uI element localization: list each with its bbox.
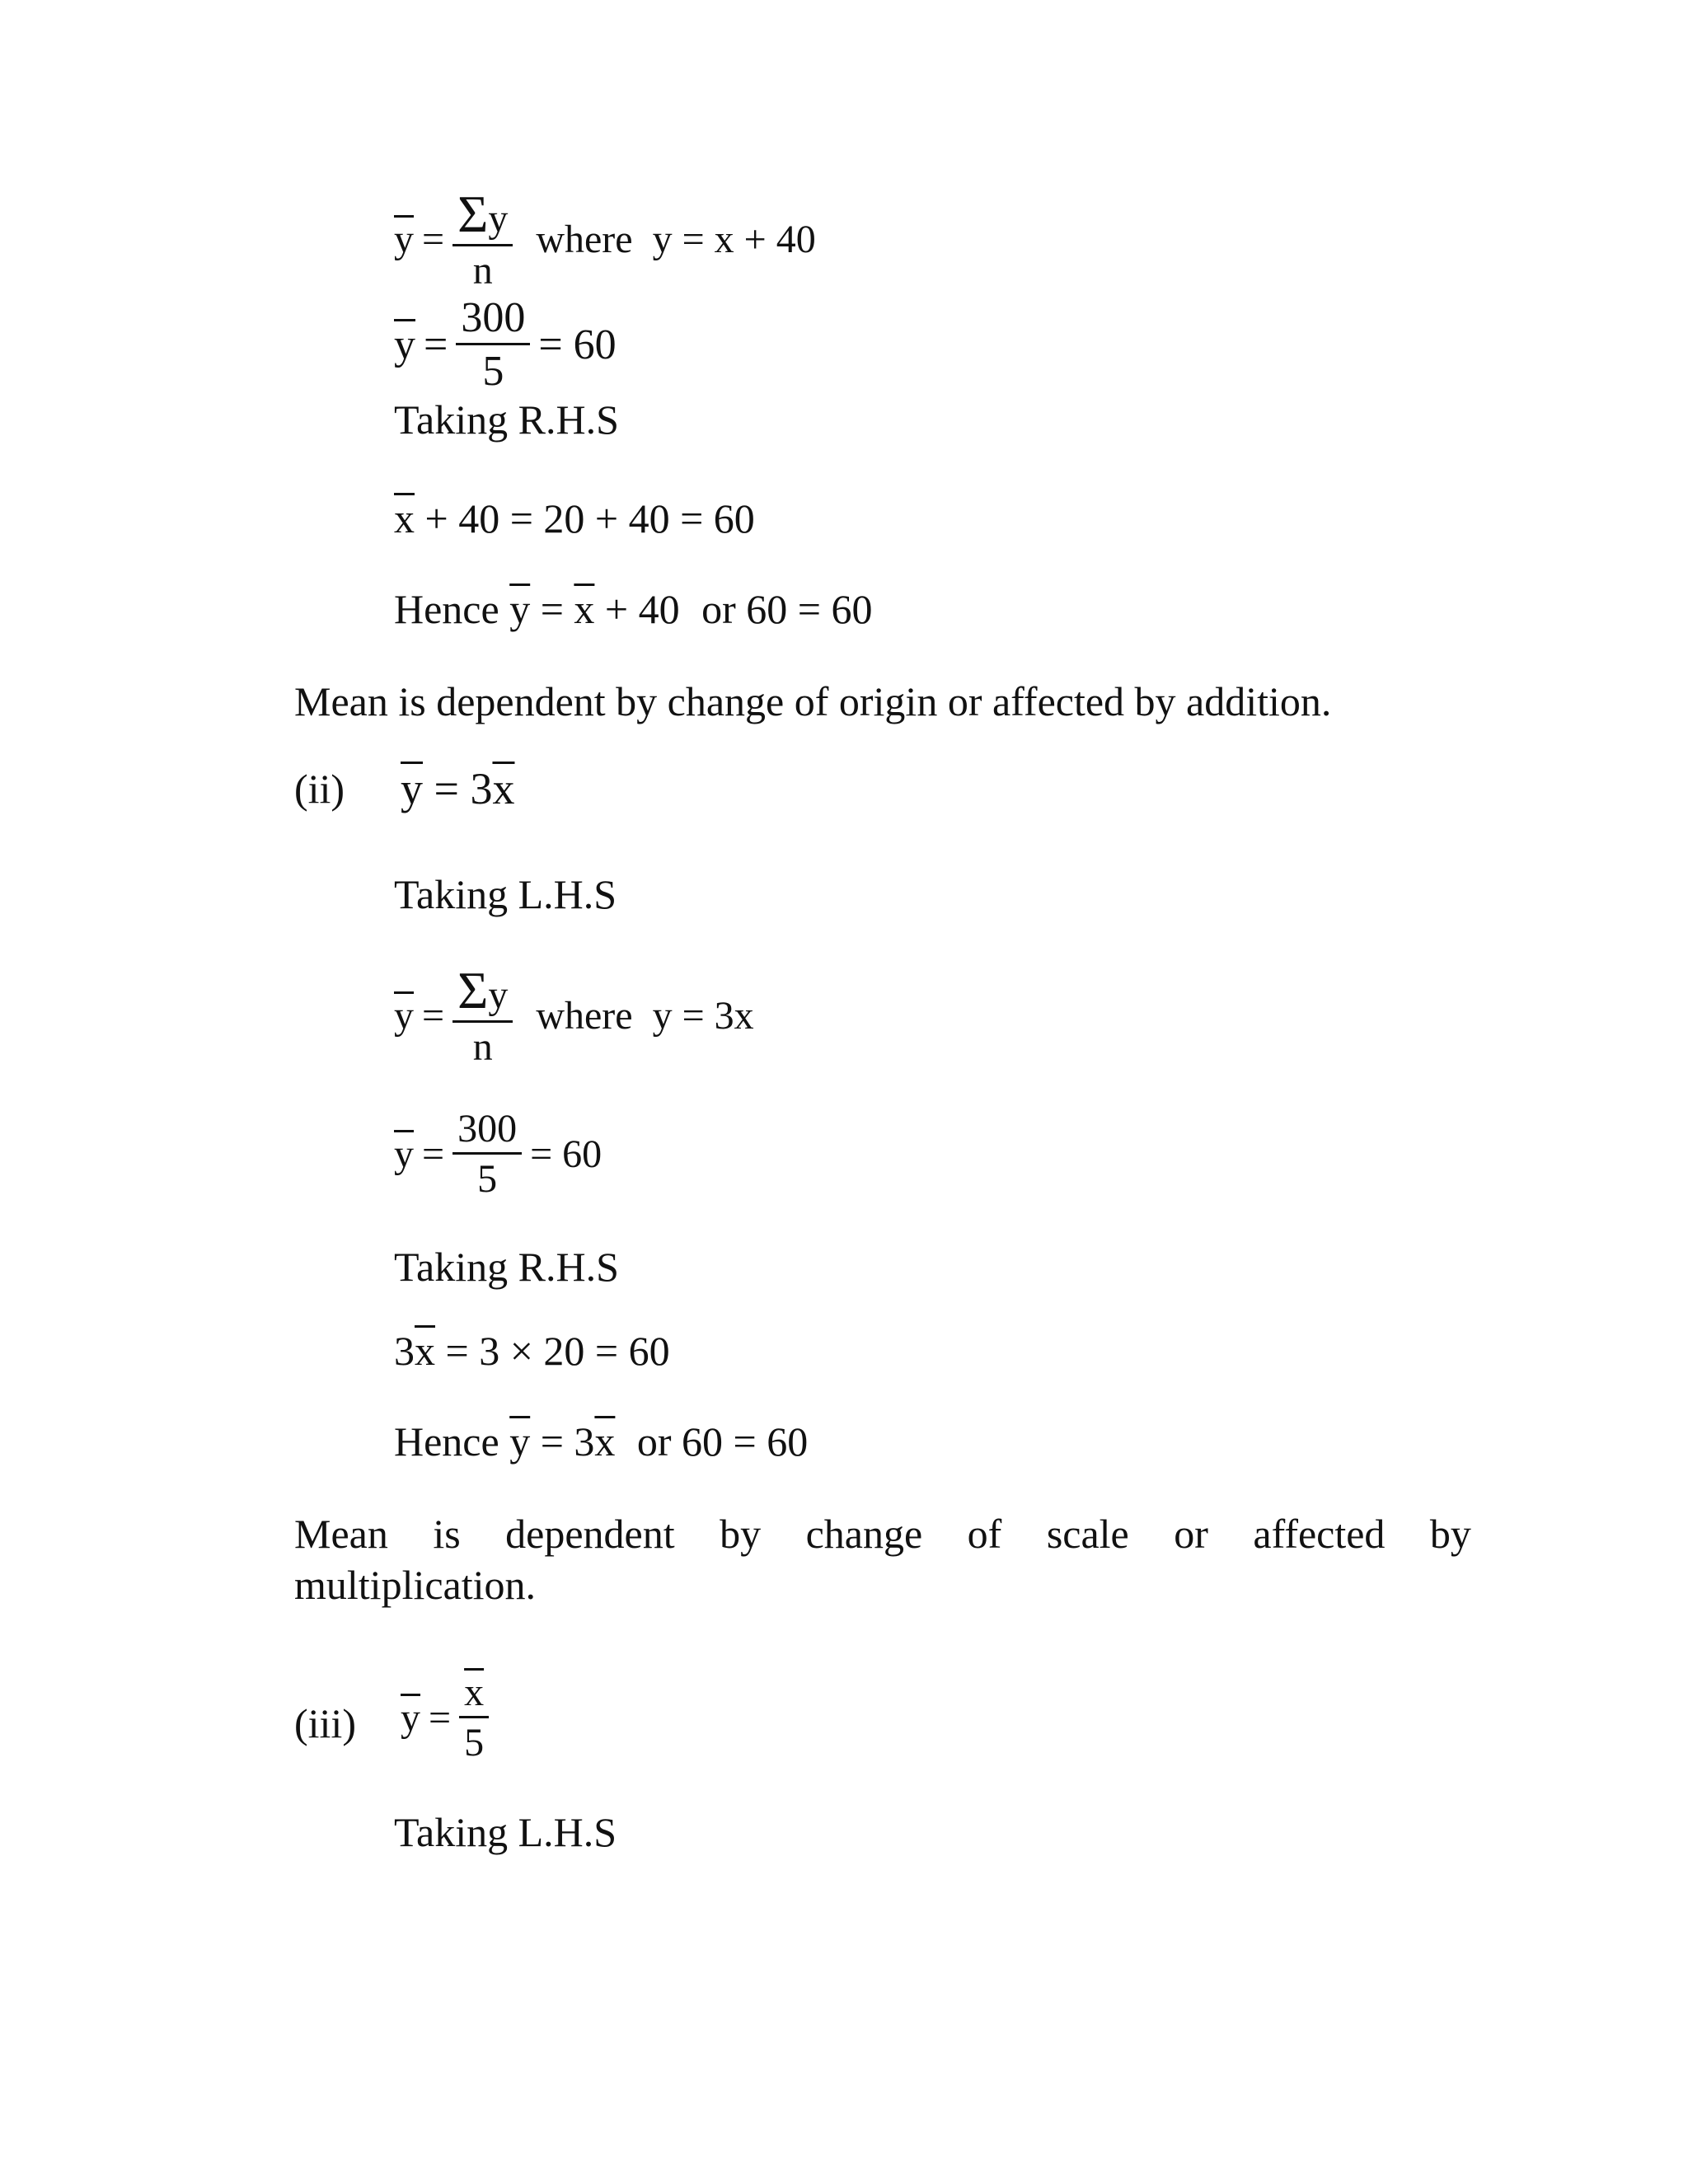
numerator: 300	[456, 297, 530, 345]
sum-over-n-fraction	[452, 961, 513, 1069]
hence-line-ii	[394, 1418, 809, 1465]
x-bar: $\overline{x}$	[574, 586, 595, 632]
conclusion-word: is	[433, 1511, 461, 1557]
numerator: 300	[452, 1109, 522, 1155]
condition: y = 3x	[652, 994, 754, 1038]
sum-over-n-fraction	[452, 185, 513, 293]
rhs-calculation-ii	[394, 1328, 670, 1374]
y-bar: $\overline{y}$	[394, 994, 414, 1038]
denominator: 5	[464, 1721, 485, 1765]
equals-sign: =	[422, 218, 445, 261]
calc-rest: + 40 = 20 + 40 = 60	[424, 495, 755, 541]
taking-lhs-iii: Taking L.H.S	[394, 1809, 617, 1855]
y-bar: $\overline{y}$	[394, 218, 414, 261]
hence-tail: or 60 = 60	[701, 586, 873, 632]
x-bar: $\overline{x}$	[394, 495, 415, 541]
calc-rest: = 3 × 20 = 60	[445, 1328, 670, 1374]
x-bar: $\overline{x}$	[594, 1418, 616, 1465]
condition: y = x + 40	[652, 218, 816, 261]
hence-word: Hence	[394, 586, 499, 632]
conclusion-word: by	[1429, 1511, 1471, 1557]
conclusion-ii-line2: multiplication.	[294, 1562, 537, 1608]
y-bar: $\overline{y}$	[394, 321, 415, 368]
lhs-value-ii	[394, 1109, 602, 1199]
taking-rhs-ii: Taking R.H.S	[394, 1244, 619, 1290]
x-bar-over-5-fraction	[459, 1673, 489, 1763]
hence-tail: or 60 = 60	[636, 1418, 809, 1465]
result: = 60	[538, 321, 617, 368]
x-bar: $\overline{x}$	[459, 1673, 489, 1718]
y-bar: $\overline{y}$	[509, 586, 531, 632]
conclusion-word: scale	[1046, 1511, 1129, 1557]
taking-rhs-i: Taking R.H.S	[394, 396, 619, 443]
denominator: n	[472, 249, 493, 293]
sigma-symbol: Σ	[457, 185, 489, 243]
conclusion-word: affected	[1253, 1511, 1386, 1557]
conclusion-i: Mean is dependent by change of origin or affected by addition.	[294, 678, 1332, 724]
coefficient: 3	[394, 1328, 415, 1374]
conclusion-word: or	[1174, 1511, 1208, 1557]
hence-word: Hence	[394, 1418, 499, 1465]
sigma-symbol: Σ	[457, 961, 489, 1019]
conclusion-word: dependent	[505, 1511, 675, 1557]
conclusion-word: Mean	[294, 1511, 388, 1557]
where-word: where	[536, 994, 633, 1038]
conclusion-word: by	[720, 1511, 762, 1557]
conclusion-ii-line1	[294, 1511, 1471, 1557]
equals-sign: =	[422, 1132, 445, 1176]
hence-line-i	[394, 588, 872, 630]
y-bar: $\overline{y}$	[509, 1418, 531, 1465]
conclusion-word: change	[805, 1511, 923, 1557]
y-bar: $\overline{y}$	[401, 1696, 420, 1740]
formula-mean-y-ii	[394, 961, 754, 1069]
part-iii-heading	[401, 1673, 489, 1763]
x-bar: $\overline{x}$	[415, 1328, 435, 1374]
denominator: n	[472, 1025, 493, 1069]
where-word: where	[536, 218, 633, 261]
numerator-var: y	[488, 197, 509, 241]
equals-sign: =	[422, 994, 445, 1038]
equals-sign: =	[540, 586, 574, 632]
part-iii-label: (iii)	[294, 1700, 356, 1746]
y-bar: $\overline{y}$	[401, 764, 423, 813]
equals-three: = 3	[434, 764, 493, 813]
y-bar: $\overline{y}$	[394, 1132, 414, 1176]
formula-mean-y-i	[394, 185, 816, 293]
part-ii-label: (ii)	[294, 766, 345, 812]
denominator: 5	[477, 1157, 498, 1201]
equals-sign: =	[429, 1696, 452, 1740]
taking-lhs-ii: Taking L.H.S	[394, 871, 617, 917]
denominator: 5	[482, 348, 504, 395]
result: = 60	[530, 1132, 603, 1176]
plus-term: + 40	[604, 586, 680, 632]
part-ii-heading	[401, 766, 514, 811]
rhs-calculation-i	[394, 495, 755, 541]
value-fraction	[452, 1109, 522, 1199]
equals-three: = 3	[540, 1418, 595, 1465]
numerator-var: y	[488, 973, 509, 1017]
conclusion-word: of	[967, 1511, 1002, 1557]
equals-sign: =	[424, 321, 448, 368]
x-bar: $\overline{x}$	[492, 764, 515, 813]
value-fraction	[456, 294, 530, 395]
lhs-value-i	[394, 294, 617, 395]
